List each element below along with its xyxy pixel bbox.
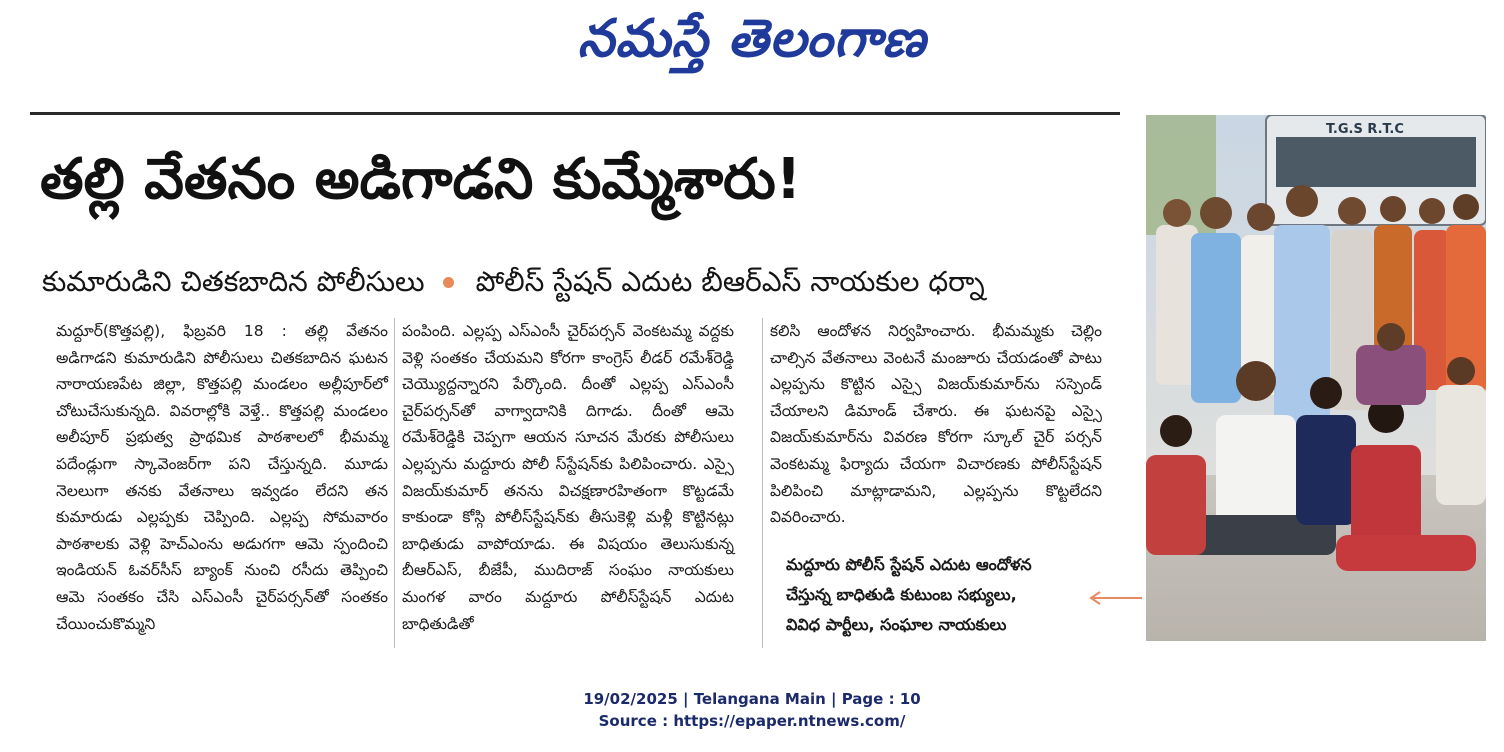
headline-rule [30,112,1120,115]
caption-arrow-icon [1086,588,1144,608]
column-divider [394,318,395,648]
masthead [0,0,1504,90]
footer-source: Source : https://epaper.ntnews.com/ [598,712,906,730]
article-column-1 [56,318,388,637]
subhead-2: పోలీస్ స్టేషన్ ఎదుట బీఆర్ఎస్ నాయకుల ధర్నా [475,265,985,298]
subhead-1: కుమారుడిని చితకబాదిన పోలీసులు [42,265,425,298]
caption-line: వివిధ పార్టీలు, సంఘాల నాయకులు [786,615,1007,634]
column-text: మద్దూర్(కొత్తపల్లి), ఫిబ్రవరి 18 : తల్లి వేతనం అడిగాడని కుమారుడిని పోలీసులు చితకబాదిన ఘటన నారాయణపేట జిల్లా, కొత్తపల్లి మండలం అల్లీపూర్‌లో చోటుచేసుకున్నది. వివరాల్లోకి వెళ్తే.. కొత్తపల్లి మండలం అలీపూర్ ప్రభుత్వ ప్రాథమిక పాఠశాలలో భీమమ్మ పదేండ్లుగా స్కావెంజర్‌గా పని చేస్తున్నది. మూడు నెలలుగా తనకు వేతనాలు ఇవ్వడం లేదని తన కుమారుడు ఎల్లప్పకు చెప్పింది. ఎల్లప్ప సోమవారం పాఠశాలకు వెళ్లి హెచ్‌ఎంను అడుగగా ఆమె స్పందించి ఇండియన్ ఓవర్‌సీస్ బ్యాంక్ నుంచి రసీదు తెప్పించి ఆమె సంతకం చేసి ఎస్‌ఎంసీ చైర్‌పర్సన్‌తో సంతకం చేయించుకొమ్మని [56,322,388,633]
protest-photo-image [1146,115,1486,641]
article-column-3 [770,318,1102,531]
caption-line: చేస్తున్న బాధితుడి కుటుంబ సభ్యులు, [786,585,1017,604]
bullet-separator [443,277,454,288]
article-headline: తల్లి వేతనం అడిగాడని కుమ్మేశారు! [40,147,802,212]
footer-edition-info: 19/02/2025 | Telangana Main | Page : 10 [583,690,921,708]
article-column-2 [402,318,734,637]
news-photo [1146,115,1486,641]
column-text: పంపింది. ఎల్లప్ప ఎస్‌ఎంసీ చైర్‌పర్సన్ వెంకటమ్మ వద్దకు వెళ్లి సంతకం చేయమని కోరగా కాంగ్రెస్ లీడర్ రమేశ్‌రెడ్డి చెయ్యొద్దన్నారని పేర్కొంది. దీంతో ఎల్లప్ప ఎస్‌ఎంసీ చైర్‌పర్సన్‌తో వాగ్వాదానికి దిగాడు. దీంతో ఆమె రమేశ్‌రెడ్డికి చెప్పగా ఆయన సూచన మేరకు పోలీసులు ఎల్లప్పను మద్దూరు పోలీ స్‌స్టేషన్‌కు పిలిపించారు. ఎస్సై విజయ్‌కుమార్ తనను విచక్షణారహితంగా కొట్టడమే కాకుండా కోస్గి పోలీస్‌స్టేషన్‌కు తీసుకెళ్లి మళ్లీ కొట్టినట్లు బాధితుడు వాపోయాడు. ఈ విషయం తెలుసుకున్న బీఆర్‌ఎస్, బీజేపీ, ముదిరాజ్ సంఘం నాయకులు మంగళ వారం మద్దూరు పోలీస్‌స్టేషన్ ఎదుట బాధితుడితో [402,322,734,633]
article-subheadline [42,258,1122,306]
caption-line: మద్దూరు పోలీస్ స్టేషన్ ఎదుట ఆందోళన [786,555,1032,574]
newspaper-logo: నమస్తే తెలంగాణ [577,8,927,69]
column-divider [762,318,763,648]
photo-caption [786,550,1086,640]
column-text: కలిసి ఆందోళన నిర్వహించారు. భీమమ్మకు చెల్లిం చాల్సిన వేతనాలు వెంటనే మంజూరు చేయడంతో పాటు ఎల్లప్పను కొట్టిన ఎస్సై విజయ్‌కుమార్‌ను సస్పెండ్ చేయాలని డిమాండ్ చేశారు. ఈ ఘటనపై ఎస్సై విజయ్‌కుమార్‌ను వివరణ కోరగా స్కూల్ చైర్ పర్సన్ వెంకటమ్మ ఫిర్యాదు చేయగా విచారణకు పోలీస్‌స్టేషన్ పిలిపించి మాట్లాడామని, ఎల్లప్పను కొట్టలేదని వివరించారు. [770,322,1102,527]
bus-label: T.G.S R.T.C [1326,122,1404,137]
page-footer [0,688,1504,732]
